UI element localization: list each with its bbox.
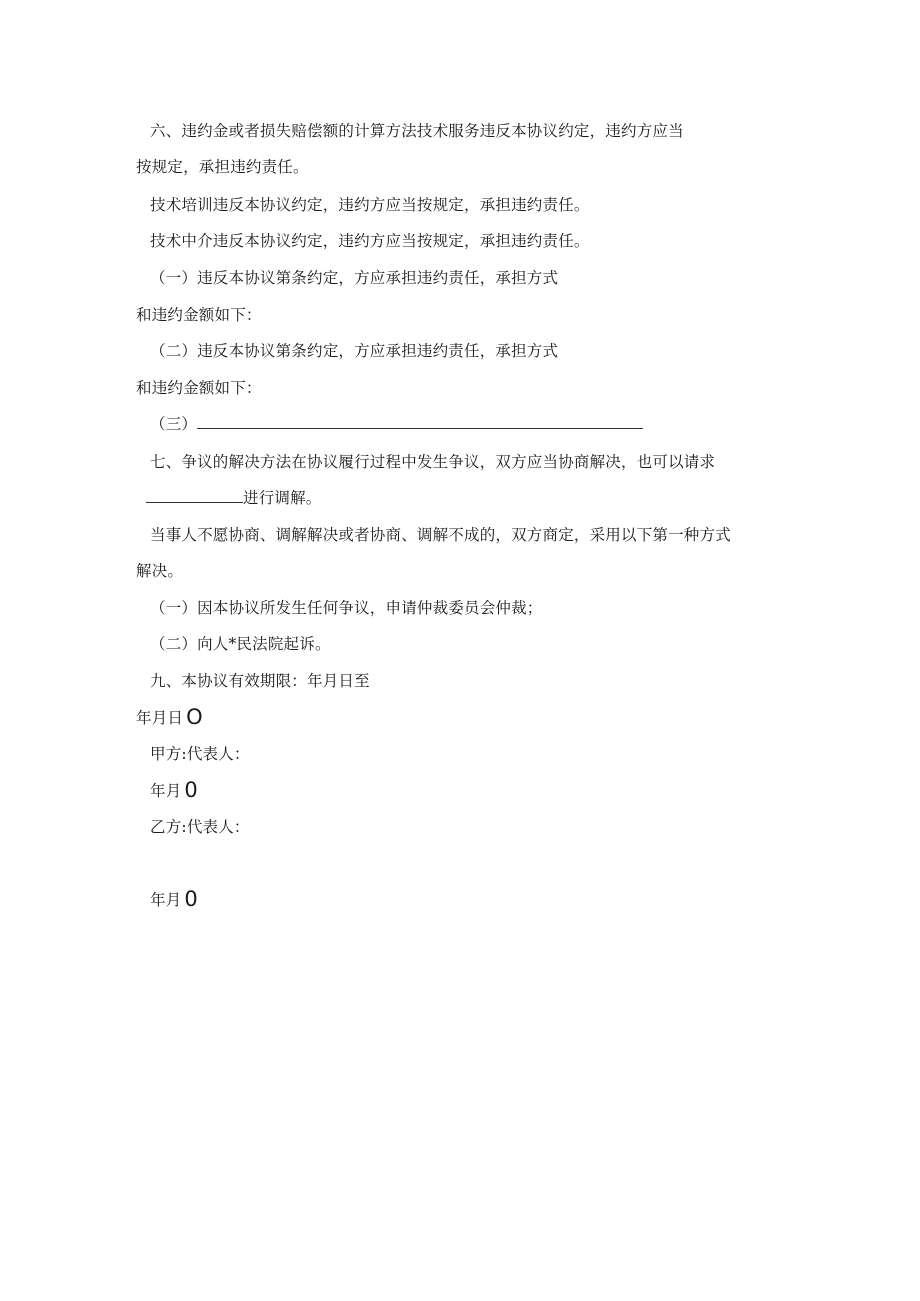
dispute-line-2: 解决。 <box>136 562 184 580</box>
date-text: 年月 <box>150 782 182 800</box>
dispute-option-2: （二）向人*民法院起诉。 <box>150 635 331 653</box>
zero-mark: 0 <box>184 887 198 911</box>
dispute-line-1: 当事人不愿协商、调解解决或者协商、调解不成的，双方商定，采用以下第一种方式 <box>150 526 731 544</box>
dispute-option-1: （一）因本协议所发生任何争议，申请仲裁委员会仲裁； <box>150 599 543 617</box>
party-b-signature: 乙方:代表人： <box>150 818 250 836</box>
party-a-signature: 甲方:代表人： <box>150 745 250 763</box>
clause-6-line-1: 六、违约金或者损失赔偿额的计算方法技术服务违反本协议约定，违约方应当 <box>150 122 684 140</box>
mediation-text: 进行调解。 <box>243 489 322 507</box>
term-end-date <box>136 707 203 728</box>
sub-item-2-line-1: （二）违反本协议第条约定，方应承担违约责任，承担方式 <box>150 342 559 360</box>
intermediary-clause: 技术中介违反本协议约定，违约方应当按规定，承担违约责任。 <box>150 232 590 250</box>
blank-underline <box>197 414 643 429</box>
sub-item-1-line-1: （一）违反本协议第条约定，方应承担违约责任，承担方式 <box>150 269 559 287</box>
circle-mark: O <box>186 705 203 729</box>
sub-item-3-label: （三） <box>150 415 198 433</box>
date-text: 年月 <box>150 891 182 909</box>
clause-9-term: 九、本协议有效期限：年月日至 <box>150 672 370 690</box>
training-clause: 技术培训违反本协议约定，违约方应当按规定，承担违约责任。 <box>150 196 590 214</box>
party-a-date <box>150 780 198 801</box>
date-text: 年月日 <box>136 709 184 727</box>
sub-item-1-line-2: 和违约金额如下： <box>136 306 262 324</box>
zero-mark: 0 <box>184 778 198 802</box>
clause-7-line-1: 七、争议的解决方法在协议履行过程中发生争议，双方应当协商解决，也可以请求 <box>150 453 716 471</box>
mediator-blank-underline <box>146 488 243 503</box>
clause-7-line-2 <box>146 488 322 508</box>
party-b-date <box>150 889 198 910</box>
clause-6-line-2: 按规定，承担违约责任。 <box>136 158 309 176</box>
sub-item-3-line <box>150 414 643 434</box>
sub-item-2-line-2: 和违约金额如下： <box>136 379 262 397</box>
